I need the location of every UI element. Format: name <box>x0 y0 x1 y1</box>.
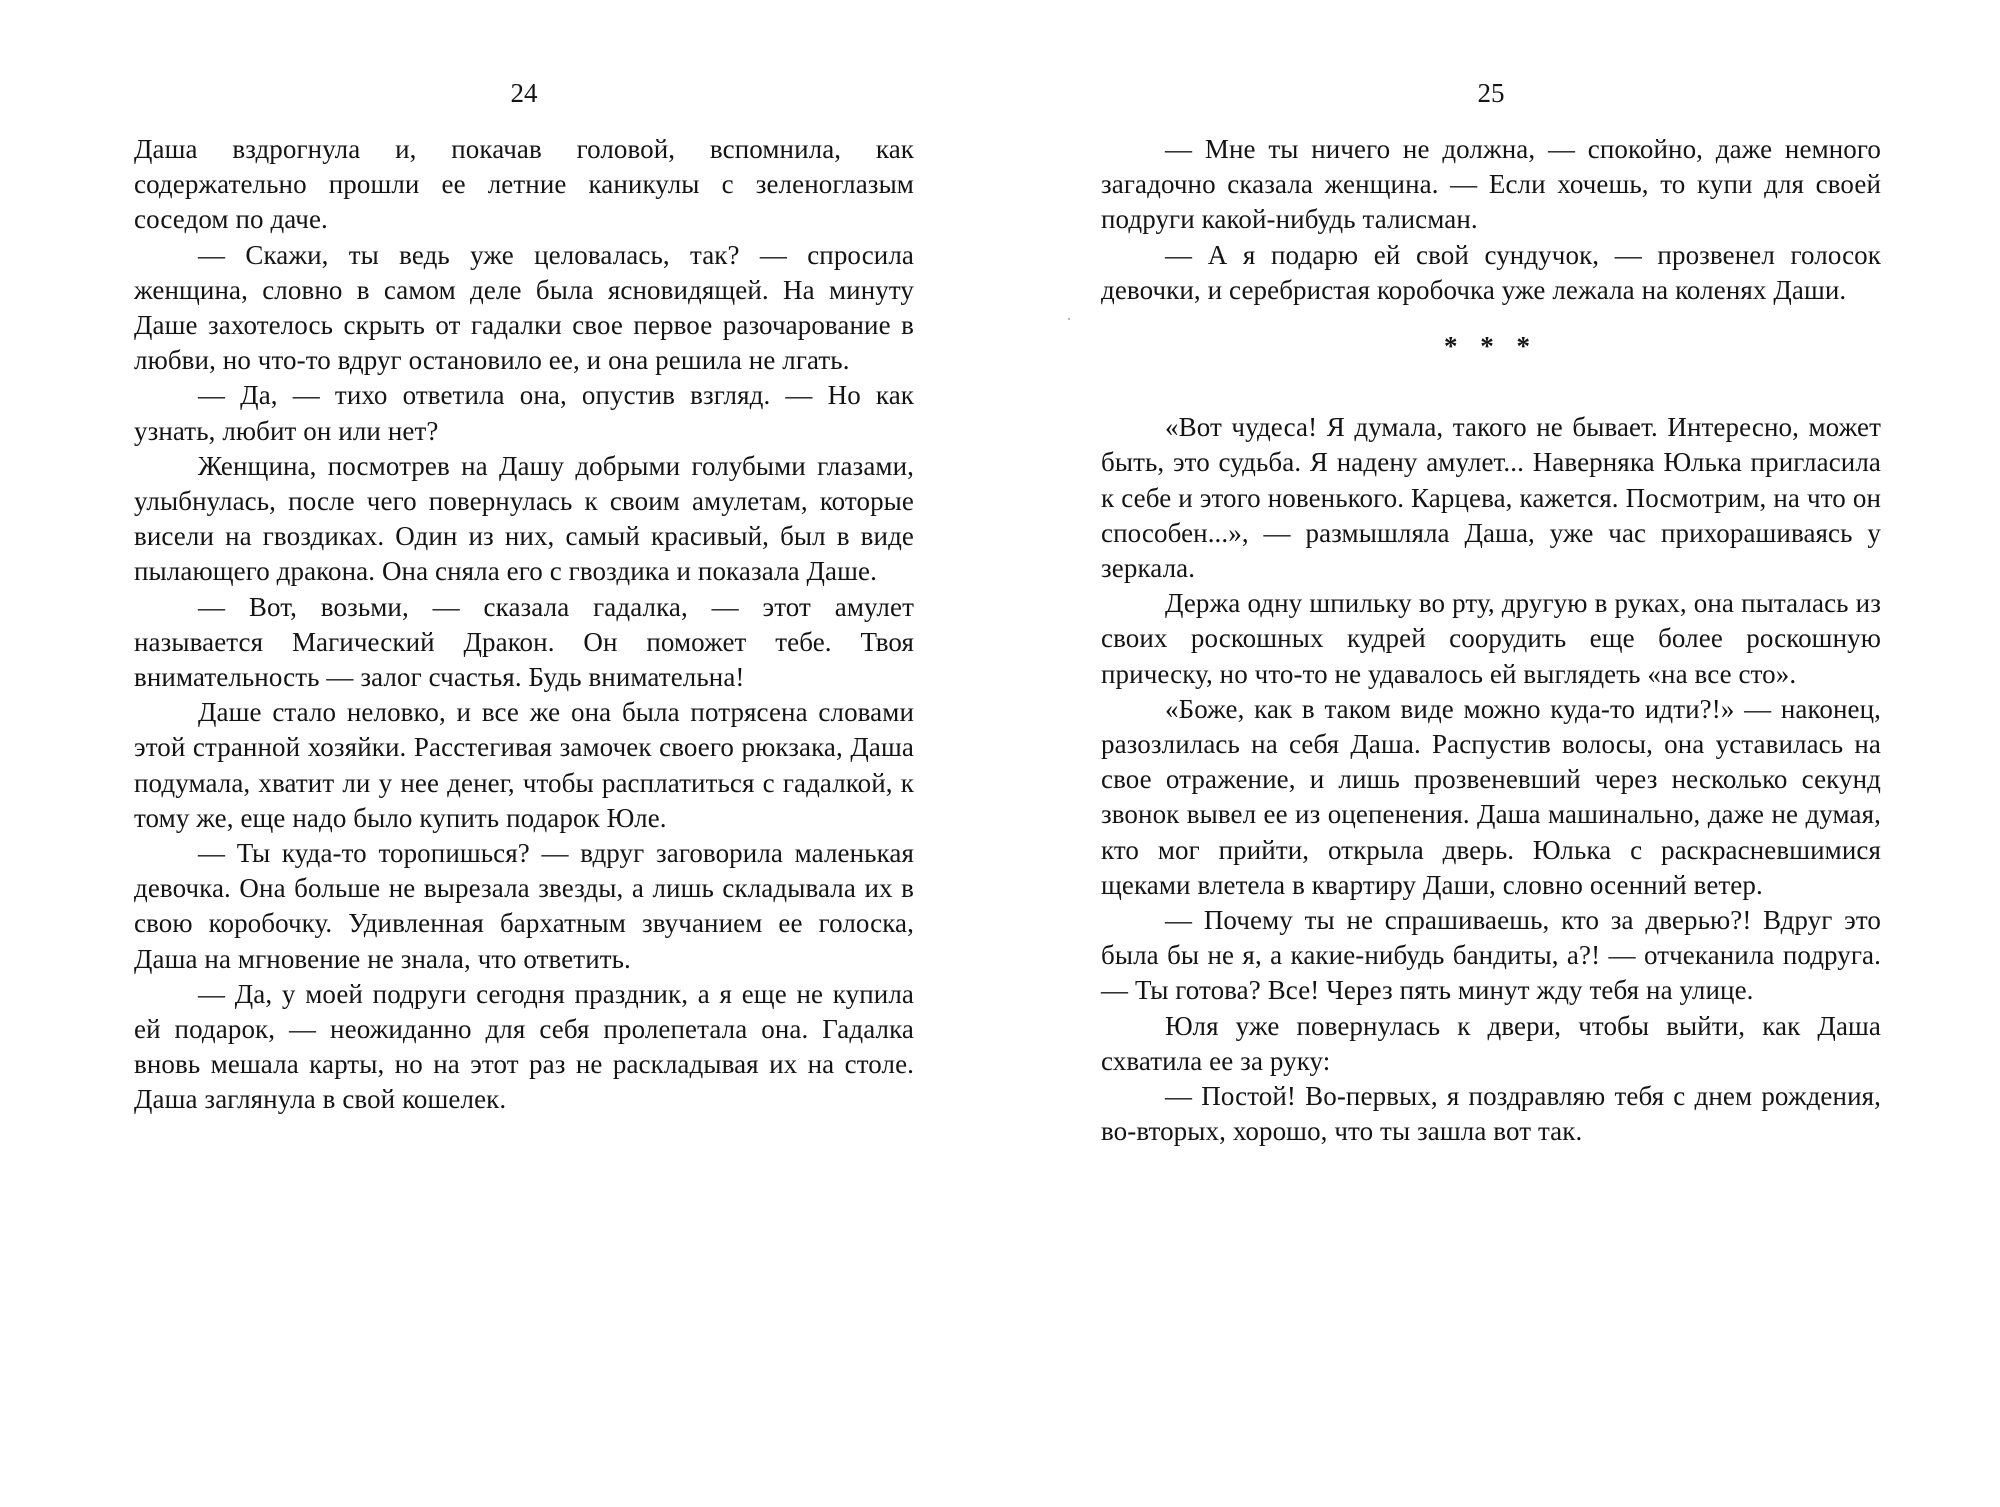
paragraph: — Скажи, ты ведь уже целовалась, так? — спросила женщина, словно в самом деле была ясновидящей. На минуту Даше захотелось скрыть от гадалки свое первое разочарование в любви, но что-то вдруг остановило ее, и она решила не лгать. <box>134 239 914 376</box>
paragraph: Даша вздрогнула и, покачав головой, вспомнила, как содержательно прошли ее летние каникулы с зеленоглазым соседом по даче. <box>134 134 914 235</box>
paragraph: Женщина, посмотрев на Дашу добрыми голубыми глазами, улыбнулась, после чего повернулась к своим амулетам, которые висели на гвоздиках. Один из них, самый красивый, был в виде пылающего дракона. Она сняла его с гвоздика и показала Даше. <box>134 450 914 587</box>
paragraph: — Вот, возьми, — сказала гадалка, — этот амулет называется Магический Дракон. Он поможет тебе. Твоя внимательность — залог счастья. Будь внимательна! <box>134 591 914 693</box>
paragraph: «Вот чудеса! Я думала, такого не бывает. Интересно, может быть, это судьба. Я надену амулет... Наверняка Юлька пригласила к себе и этого новенького. Карцева, кажется. Посмотрим, на что он способен...», — размышляла Даша, уже час прихорашиваясь у зеркала. <box>1101 412 1881 584</box>
paragraph: Юля уже повернулась к двери, чтобы выйти, как Даша схватила ее за руку: <box>1101 1010 1881 1076</box>
paragraph: Даше стало неловко, и все же она была потрясена словами этой странной хозяйки. Расстегивая замочек своего рюкзака, Даша подумала, хватит ли у нее денег, чтобы расплатиться с гадалкой, к тому же, еще надо было купить подарок Юле. <box>134 697 914 833</box>
section-separator: * * * <box>1444 331 1538 362</box>
paragraph: — Постой! Во-первых, я поздравляю тебя с днем рождения, во-вторых, хорошо, что ты зашла вот так. <box>1101 1081 1881 1147</box>
paragraph: — Почему ты не спрашиваешь, кто за дверью?! Вдруг это была бы не я, а какие-нибудь бандиты, а?! — отчеканила подруга. — Ты готова? Все! Через пять минут жду тебя на улице. <box>1101 905 1881 1006</box>
paragraph: — Да, у моей подруги сегодня праздник, а я еще не купила ей подарок, — неожиданно для себя пролепетала она. Гадалка вновь мешала карты, но на этот раз не раскладывая их на столе. Даша заглянула в свой кошелек. <box>134 978 914 1115</box>
page-number: 25 <box>1477 78 1505 108</box>
paragraph: — А я подарю ей свой сундучок, — прозвенел голосок девочки, и серебристая коробочка уже лежала на коленях Даши. <box>1101 239 1881 305</box>
page-body <box>1101 132 1881 1149</box>
paragraph: — Ты куда-то торопишься? — вдруг заговорила маленькая девочка. Она больше не вырезала звезды, а лишь складывала их в свою коробочку. Удивленная бархатным звучанием ее голоска, Даша на мгновение не знала, что ответить. <box>134 838 914 974</box>
page-body <box>134 132 914 1118</box>
paragraph: «Боже, как в таком виде можно куда-то идти?!» — наконец, разозлилась на себя Даша. Распустив волосы, она уставилась на свое отражение, и лишь прозвеневший через несколько секунд звонок вывел ее из оцепенения. Даша машинально, даже не думая, кто мог прийти, открыла дверь. Юлька с раскрасневшимися щеками влетела в квартиру Даши, словно осенний ветер. <box>1101 693 1881 900</box>
paragraph: — Мне ты ничего не должна, — спокойно, даже немного загадочно сказала женщина. — Если хочешь, то купи для своей подруги какой-нибудь талисман. <box>1101 134 1881 235</box>
gutter-mark <box>1068 318 1070 320</box>
paragraph: Держа одну шпильку во рту, другую в руках, она пыталась из своих роскошных кудрей соорудить еще более роскошную прическу, но что-то не удавалось ей выглядеть «на все сто». <box>1101 588 1881 689</box>
paragraph: — Да, — тихо ответила она, опустив взгляд. — Но как узнать, любит он или нет? <box>134 380 914 446</box>
page-number: 24 <box>510 78 538 108</box>
